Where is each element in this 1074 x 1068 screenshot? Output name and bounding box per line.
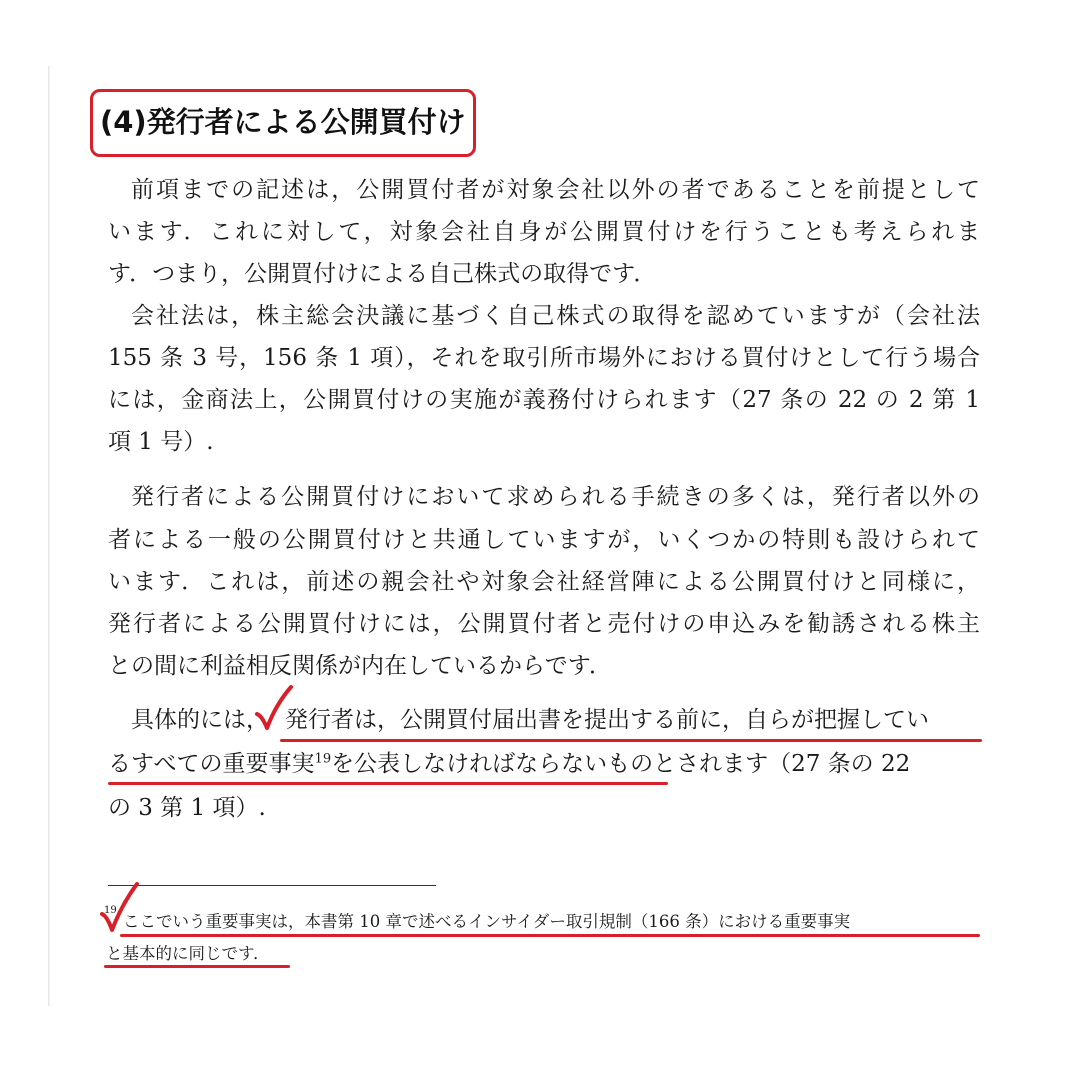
p3-line-1: 発行者による公開買付けにおいて求められる手続きの多くは，発行者以外の [131,484,980,510]
p4-line-2 [108,748,980,780]
p2-line-1: 会社法は，株主総会決議に基づく自己株式の取得を認めていますが（会社法 [131,303,980,329]
red-underline-1 [280,739,982,742]
red-underline-footnote-1 [120,934,980,937]
p4-highlight-2b: を公表しなければならない [331,751,608,777]
p2-line-3: には，金商法上，公開買付けの実施が義務付けられます（27 条の 22 の 2 第 1 [108,387,980,413]
footnote-mark: 19 [104,905,117,916]
p1-line-2: います．これに対して，対象会社自身が公開買付けを行うことも考えられま [108,219,980,245]
p3-line-2: 者による一般の公開買付けと共通していますが，いくつかの特則も設けられて [108,527,980,553]
red-underline-2 [108,782,668,785]
p4-rest: ものとされます（27 条の 22 [607,751,911,777]
p2-line-2: 155 条 3 号，156 条 1 項），それを取引所市場外における買付けとして行う場合 [108,345,980,371]
p3-line-5: との間に利益相反関係が内在しているからです． [108,653,612,679]
checkmark-icon [254,684,294,734]
p4-highlight-1: 発行者は，公開買付届出書を提出する前に，自らが把握してい [285,707,929,733]
page-edge-shadow [48,66,50,1006]
red-underline-footnote-2 [104,965,290,968]
p4-lead: 具体的には， [131,707,269,733]
p1-line-1: 前項までの記述は，公開買付者が対象会社以外の者であることを前提として [131,177,980,203]
p4-line-3: の 3 第 1 項）. [108,795,266,821]
p2-line-4: 項 1 号）. [108,429,214,455]
p3-line-3: います．これは，前述の親会社や対象会社経営陣による公開買付けと同様に， [108,569,980,595]
footnote-separator [108,885,436,886]
footnote-line-2: と基本的に同じです． [106,944,270,963]
footnote-reference: 19 [314,751,332,767]
p4-highlight-2a: るすべての重要事実 [108,751,315,777]
p1-line-3: す．つまり，公開買付けによる自己株式の取得です． [108,261,657,287]
footnote-line-1: ここでいう重要事実は，本書第 10 章で述べるインサイダー取引規制（166 条）における重要事実 [123,912,851,931]
section-heading: (4)発行者による公開買付け [100,105,466,139]
p3-line-4: 発行者による公開買付けには，公開買付者と売付けの申込みを勧誘される株主 [108,611,980,637]
